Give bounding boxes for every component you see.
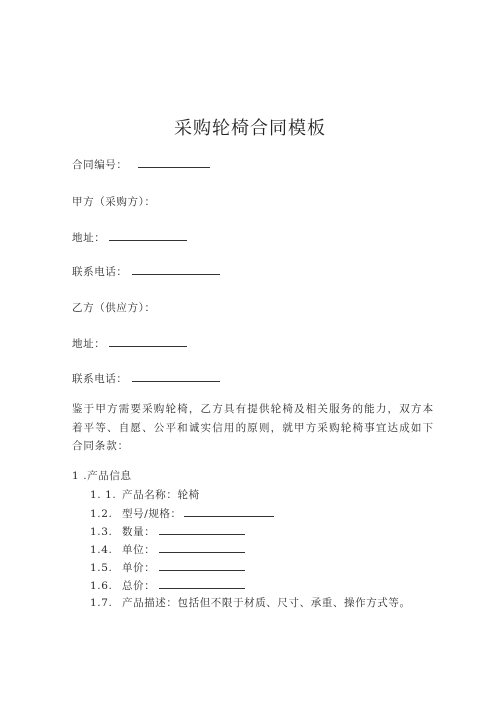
- party-b-heading: 乙方（供应方）：: [72, 302, 156, 314]
- contract-number-blank: [138, 157, 210, 168]
- document-title: 采购轮椅合同模板: [174, 118, 326, 139]
- section-1-item: [90, 524, 245, 539]
- item-number: 1.4.: [90, 544, 113, 556]
- party-b-address-row: [72, 336, 187, 351]
- unit-price-blank: [159, 560, 245, 571]
- party-a-address-blank: [109, 230, 187, 241]
- model-blank: [184, 506, 274, 517]
- party-b-address-blank: [109, 336, 187, 347]
- item-text: 数量：: [122, 526, 156, 538]
- party-a-address-row: [72, 230, 187, 245]
- item-text: 型号/规格：: [122, 508, 182, 520]
- item-text: 产品名称：轮椅: [122, 489, 200, 501]
- item-number: 1.7.: [90, 597, 113, 609]
- section-1-item: [90, 578, 245, 593]
- party-b-phone-blank: [132, 371, 220, 382]
- party-a-heading: 甲方（采购方）：: [72, 196, 156, 208]
- item-number: 1.2.: [90, 508, 113, 520]
- section-1-item: [90, 488, 200, 502]
- item-text: 总价：: [122, 580, 156, 592]
- section-1-item: [90, 560, 245, 575]
- party-b-address-label: 地址：: [72, 338, 106, 350]
- contract-number-label: 合同编号：: [72, 159, 128, 171]
- section-1-item: [90, 506, 274, 521]
- unit-blank: [159, 542, 245, 553]
- party-b-phone-label: 联系电话：: [72, 373, 128, 385]
- party-a-phone-row: [72, 264, 220, 279]
- item-number: 1.6.: [90, 580, 113, 592]
- item-text: 单价：: [122, 562, 156, 574]
- item-number: 1.3.: [90, 526, 113, 538]
- item-text: 产品描述：包括但不限于材质、尺寸、承重、操作方式等。: [122, 597, 411, 609]
- item-number: 1. 1.: [90, 489, 117, 501]
- party-a-address-label: 地址：: [72, 232, 106, 244]
- contract-number-row: [72, 157, 210, 172]
- quantity-blank: [159, 524, 245, 535]
- item-text: 单位：: [122, 544, 156, 556]
- section-1-heading: 1 .产品信息: [72, 470, 132, 482]
- total-price-blank: [159, 578, 245, 589]
- party-a-phone-blank: [132, 264, 220, 275]
- party-b-phone-row: [72, 371, 220, 386]
- item-number: 1.5.: [90, 562, 113, 574]
- preamble-paragraph: 鉴于甲方需要采购轮椅，乙方具有提供轮椅及相关服务的能力，双方本着平等、自愿、公平和诚实信用的原则，就甲方采购轮椅事宜达成如下合同条款：: [72, 403, 434, 452]
- party-a-phone-label: 联系电话：: [72, 266, 128, 278]
- section-1-item: [90, 596, 411, 610]
- section-1-item: [90, 542, 245, 557]
